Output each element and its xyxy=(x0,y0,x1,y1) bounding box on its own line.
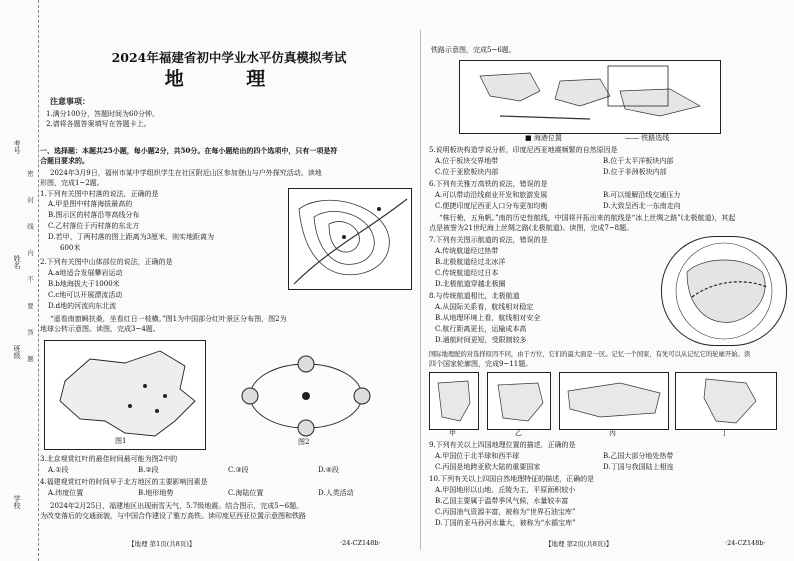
arctic-outline xyxy=(662,237,786,345)
passage-1b: 形图，完成1~2题。 xyxy=(40,179,104,187)
q9-option-b: B.乙国大部分地处热带 xyxy=(603,452,674,460)
q3-option-a: A.①段 xyxy=(48,466,69,474)
indonesia-map xyxy=(459,60,721,134)
country-bing-map xyxy=(559,372,669,430)
school-label: 学校 xyxy=(13,495,21,509)
column-divider xyxy=(420,30,421,550)
right-page xyxy=(425,0,790,561)
fig2-label: 图2 xyxy=(298,438,310,446)
country-jia-map xyxy=(429,372,479,430)
question-8: 8.与传统航道相比，北极航道 xyxy=(429,292,520,300)
section1-heading: 一、选择题：本题共25小题，每小题2分，共50分。在每小题给出的四个选项中，只有一项是符 xyxy=(40,146,338,155)
country-label-yi: 乙 xyxy=(515,429,522,437)
question-4: 4.福建观赏红叶的时间早于北方地区的主要影响因素是 xyxy=(40,478,208,486)
passage-4: “株行桅，五角帆。”南的历史性航线，中国将开拓出来的航线是“冰上丝绸之路”(北极航道)，其起 xyxy=(439,214,736,222)
legend-port: ■ 海港位置 xyxy=(525,134,562,142)
q4-option-c: C.海陆位置 xyxy=(228,489,264,497)
notes-heading: 注意事项： xyxy=(50,96,90,106)
footer-right-page: 【地理 第2页(共8页)】 xyxy=(545,540,613,548)
q4-option-d: D.人类活动 xyxy=(318,489,354,497)
q7-option-c: C.传统航道经过日本 xyxy=(435,269,499,277)
passage-2b: 地球公转示意图。读图，完成3~4题。 xyxy=(40,325,160,333)
q8-option-d: D.通航时间更短，受限制较多 xyxy=(435,336,527,344)
q6-option-a: A.可以带动沿线商业开发和旅游发展 xyxy=(435,191,548,199)
class-label: 班级 xyxy=(13,345,21,359)
q7-option-d: D.北极航道穿越北极圈 xyxy=(435,280,506,288)
country-label-bing: 丙 xyxy=(609,429,616,437)
passage-4b: 点是被誉为21世纪海上丝绸之路(北极航道)。读图，完成7~8题。 xyxy=(429,224,634,232)
china-red-leaf-map xyxy=(44,340,206,450)
q1-option-c: C.乙村落位于丙村落的东北方 xyxy=(48,222,140,230)
q10-option-b: B.乙国主要属于温带季风气候，水量较丰富 xyxy=(435,497,569,505)
indonesia-outline xyxy=(460,61,720,133)
fig1-label: 图1 xyxy=(115,437,127,445)
passage-3: 2024年2月25日，福建地区出现雨雪天气，5.7级地震。结合图示，完成5~6题。 xyxy=(50,502,304,510)
exam-title: 2024年福建省初中学业水平仿真模拟考试 xyxy=(111,50,347,65)
country-label-jia: 甲 xyxy=(449,429,456,437)
q5-option-b: B.位于太平洋板块内部 xyxy=(603,157,674,165)
q4-option-b: B.地形地势 xyxy=(138,489,174,497)
exam-number-label: 考号 xyxy=(13,140,21,154)
question-2: 2.下列有关图中山体部位的说法，正确的是 xyxy=(40,258,173,266)
name-label: 姓名 xyxy=(13,255,21,269)
q10-option-d: D.丁国的亚马孙河水量大，被称为“水循宝库” xyxy=(435,519,576,527)
q1-option-a: A.甲是图中村落海拔最高的 xyxy=(48,200,133,208)
left-page xyxy=(40,0,418,561)
earth-orbit-diagram xyxy=(236,352,376,448)
q3-option-b: B.②段 xyxy=(138,466,159,474)
q3-option-d: D.④段 xyxy=(318,466,339,474)
country-label-ding: 丁 xyxy=(721,429,728,437)
passage-5: 国际地理配的对选择原因不同，由于方位，它们的最大面是一区。记忆一个国家，有先可以从记忆它的轮廓开始。读 xyxy=(429,351,751,358)
q8-option-b: B.从地理环境上看，航线相对安全 xyxy=(435,314,541,322)
china-outline xyxy=(45,341,205,449)
q4-option-a: A.纬度位置 xyxy=(48,489,84,497)
q1-option-b: B.图示区的村落沿等高线分布 xyxy=(48,211,140,219)
q10-option-a: A.甲国地形以山地、丘陵为主，平原面积较小 xyxy=(435,486,576,494)
seal-text: 密封线内不要答题 xyxy=(26,170,34,382)
legend-railway: —— 铁路选线 xyxy=(625,134,670,142)
q6-option-b: B.可以缓解沿线交通压力 xyxy=(603,191,681,199)
q3-option-c: C.③段 xyxy=(228,466,249,474)
q7-option-b: B.北极航道经过北冰洋 xyxy=(435,258,506,266)
orbit-svg xyxy=(236,352,376,448)
question-7: 7.下列有关图示航道的说法，错误的是 xyxy=(429,236,548,244)
q9-option-c: C.丙国是地跨亚欧大陆的重要国家 xyxy=(435,463,541,471)
passage-3c: 铁路示意图，完成5~6题。 xyxy=(431,46,516,54)
q8-option-c: C.航行距离更长，运输成本高 xyxy=(435,325,527,333)
q2-option-b: B.b地海拔大于1000米 xyxy=(48,280,120,288)
question-6: 6.下列有关雅万高铁的说法，错误的是 xyxy=(429,180,548,188)
question-5: 5.说明板块构造学说分析，印度尼西亚地震频繁的自然原因是 xyxy=(429,146,618,154)
note-2: 2.请将各题答案填写在答题卡上。 xyxy=(46,120,151,128)
country-yi-map xyxy=(487,372,551,430)
footer-left-code: ·24-CZ148b· xyxy=(340,539,381,547)
q1-option-d-cont: 600米 xyxy=(60,244,81,252)
q2-option-c: C.c地可以开展漂流活动 xyxy=(48,291,123,299)
passage-3b: 为改变落后的交通面貌，与中国合作建设了雅万高铁。读印度尼西亚位置示意图和铁路 xyxy=(40,512,306,520)
note-1: 1.满分100分，答题时间为60分钟。 xyxy=(46,110,159,118)
contour-lines xyxy=(289,189,411,289)
contour-map xyxy=(288,188,412,290)
q2-option-a: A.a地适合发展攀岩运动 xyxy=(48,269,123,277)
q9-option-a: A.甲国位于北半球和西半球 xyxy=(435,452,520,460)
country-ding-map xyxy=(675,372,777,430)
passage-1: 2024年3月9日，福州市某中学组织学生在社区附近山区参加登山与户外探究活动。读地 xyxy=(50,169,322,177)
question-9: 9.下列有关以上四国地理位置的描述，正确的是 xyxy=(429,441,576,449)
q8-option-a: A.从国际关系看，航线相对稳定 xyxy=(435,303,534,311)
arctic-route-map xyxy=(661,236,787,346)
q9-option-d: D.丁国与我国陆上相连 xyxy=(603,463,674,471)
q5-option-d: D.位于非洲板块内部 xyxy=(603,168,667,176)
q5-option-a: A.位于板块交界地带 xyxy=(435,157,499,165)
question-1: 1.下列有关图中村落的说法，正确的是 xyxy=(40,190,159,198)
q5-option-c: C.位于亚欧板块内部 xyxy=(435,168,499,176)
passage-2: “遥看南窗瞬扶桑，坐看红日一枝横。”图1为中国部分红叶景区分布图，图2为 xyxy=(50,315,287,323)
passage-5b: 四个国家轮廓图，完成9~11题。 xyxy=(429,360,533,368)
q7-option-a: A.传统航道经过热带 xyxy=(435,247,499,255)
binding-strip xyxy=(0,0,39,561)
subject-title: 地 理 xyxy=(164,68,294,90)
q2-option-d: D.d地的河流向东北流 xyxy=(48,302,117,310)
q6-option-c: C.便捷印度尼西亚人口分布更加均衡 xyxy=(435,202,548,210)
q6-option-d: D.大致呈西北一东南走向 xyxy=(603,202,681,210)
q1-option-d: D.若甲、丁两村落的图上距离为3厘米，则实地距离为 xyxy=(48,233,215,241)
section1-heading-2: 合题目要求的。 xyxy=(40,156,89,165)
footer-right-code: ·24-CZ148b· xyxy=(725,539,766,547)
q10-option-c: C.丙国油气资源丰富，被称为“世界石油宝库” xyxy=(435,508,576,516)
question-10: 10.下列有关以上四国自然地理特征的描述，正确的是 xyxy=(429,475,595,483)
footer-left-page: 【地理 第1页(共8页)】 xyxy=(128,540,196,548)
question-3: 3.北京观赏红叶的最佳时间最可能为图2中的 xyxy=(40,455,178,463)
